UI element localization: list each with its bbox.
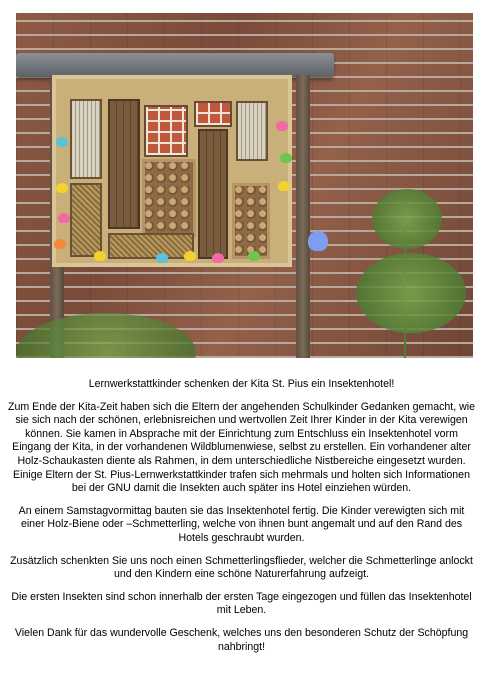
nest-logs [142,159,196,237]
butterfly-decoration [58,213,70,223]
article-text [6,378,477,663]
hotel-post-right [296,75,310,358]
article-paragraph: An einem Samstagvormittag bauten sie das Insektenhotel fertig. Die Kinder verewigten sich mit einer Holz-Biene oder –Schmetterling, welche von ihnen bunt angemalt und auf den Rand des Hotels geschraubt wurden. [18,504,465,544]
nest-bricks-small [194,101,232,127]
nest-straw-left [70,183,102,257]
butterfly-decoration [156,253,168,263]
bee-decoration [94,251,106,261]
wild-plant [356,253,466,333]
article-headline: Lernwerkstattkinder schenken der Kita St. Pius ein Insektenhotel! [88,378,395,390]
nest-planks [108,99,140,229]
hotel-frame [52,75,292,267]
bee-decoration [278,181,290,191]
hotel-roof [16,53,334,77]
butterfly-decoration [280,153,292,163]
bee-decoration [56,183,68,193]
article-paragraph: Zum Ende der Kita-Zeit haben sich die Eltern der angehenden Schulkinder Gedanken gemacht, wie sie sich nach der schönen, erlebnisreichen und wertvollen Zeit Ihrer Kinder in der Kita verewigen können. Sie kamen in Absprache mit der Einrichtung zum Entschluss ein Insektenhotel vorm Eingang der Kita, in der vorhandenen Wildblumenwiese, selbst zu erstellen. Ein vorhandener alter Holz-Schaukasten diente als Rahmen, in dem unterschiedliche Nistbereiche eingesetzt wurden. Einige Eltern der St. Pius-Lernwerkstattkinder trafen sich mehrmals und holten sich Informationen bei der GNU damit die Insekten auch später ins Hotel einziehen würden. [8,400,475,495]
article-paragraph: Die ersten Insekten sind schon innerhalb der ersten Tage eingezogen und füllen das Insektenhotel mit Leben. [11,590,472,617]
grass [16,313,196,358]
article-paragraph: Vielen Dank für das wundervolle Geschenk, welches uns den besonderen Schutz der Schöpfung nahbringt! [14,626,469,653]
nest-logs-right [232,183,270,259]
nest-planks-right [198,129,228,259]
nest-reeds [70,99,102,179]
butterfly-decoration [54,239,66,249]
insect-hotel-photo [16,13,473,358]
butterfly-decoration [212,253,224,263]
bee-decoration [184,251,196,261]
wild-plant [372,189,442,249]
butterfly-decoration [56,137,68,147]
butterfly-decoration [248,251,260,261]
nest-reeds-right [236,101,268,161]
butterfly-decoration [308,231,328,251]
article-paragraph: Zusätzlich schenkten Sie uns noch einen Schmetterlingsflieder, welcher die Schmetterlinge anlockt und den Kindern eine schöne Naturerfahrung aufzeigt. [10,554,473,581]
nest-bricks [144,105,188,157]
butterfly-decoration [276,121,288,131]
nest-straw-bottom [108,233,194,259]
